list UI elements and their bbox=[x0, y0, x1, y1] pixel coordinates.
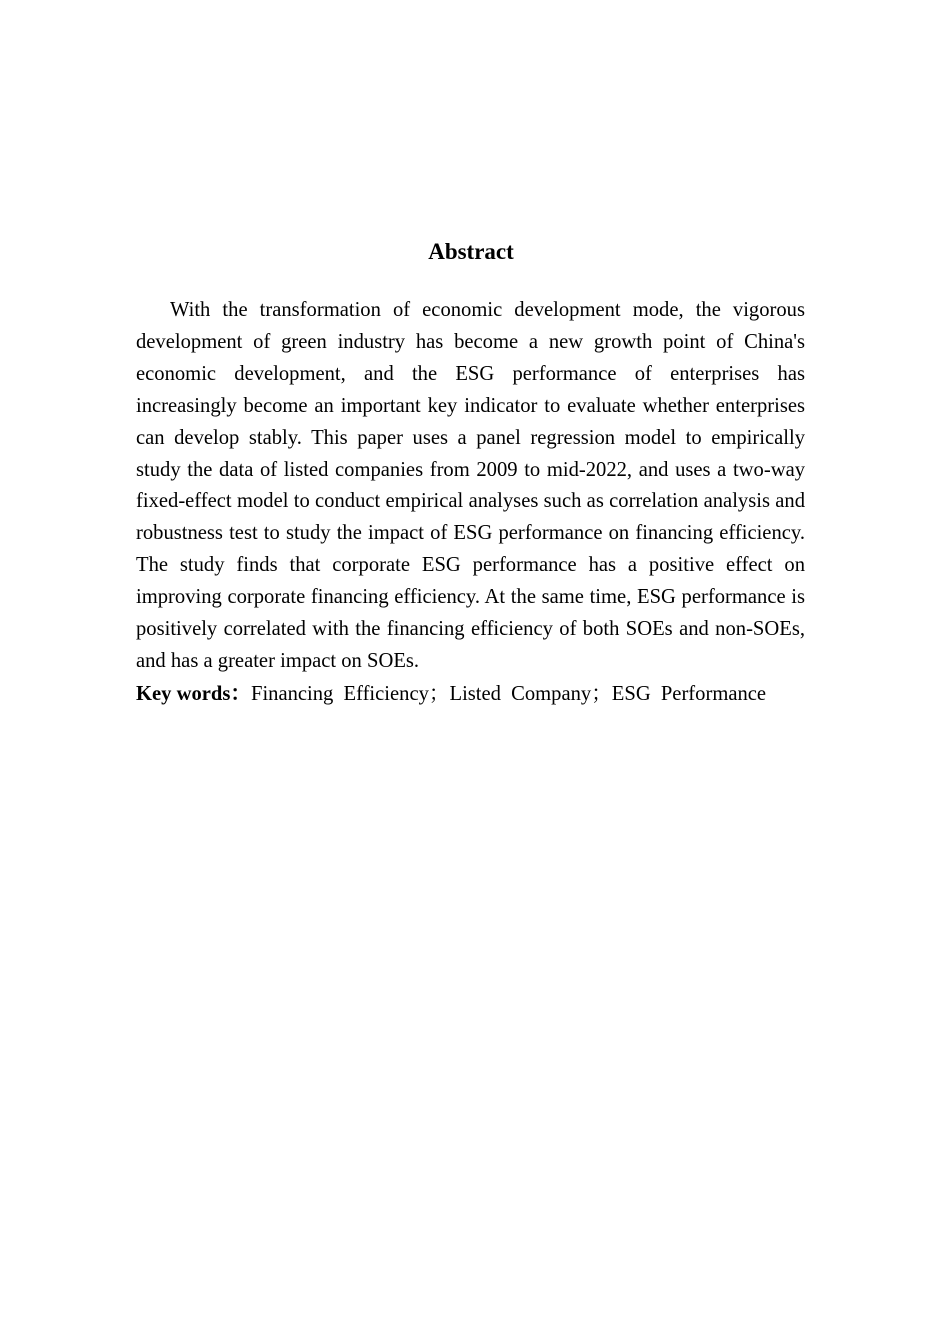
abstract-section bbox=[136, 236, 805, 710]
keyword-separator: ； bbox=[591, 682, 612, 705]
keyword-item: Financing Efficiency bbox=[250, 682, 429, 705]
keywords-line bbox=[136, 678, 805, 710]
abstract-body: With the transformation of economic development mode, the vigorous development of green industry has become a new growth point of China's economic development, and the ESG performance of enterprises has increasingly become an important key indicator to evaluate whether enterprises can develop stably. This paper uses a panel regression model to empirically study the data of listed companies from 2009 to mid-2022, and uses a two-way fixed-effect model to conduct empirical analyses such as correlation analysis and robustness test to study the impact of ESG performance on financing efficiency. The study finds that corporate ESG performance has a positive effect on improving corporate financing efficiency. At the same time, ESG performance is positively correlated with the financing efficiency of both SOEs and non-SOEs, and has a greater impact on SOEs. bbox=[136, 299, 805, 672]
keywords-label-separator: ： bbox=[230, 682, 251, 705]
abstract-title: Abstract bbox=[428, 239, 514, 264]
keywords-label: Key words bbox=[136, 682, 231, 705]
keyword-separator: ； bbox=[428, 682, 450, 705]
keyword-item: ESG Performance bbox=[611, 682, 767, 705]
keyword-item: Listed Company bbox=[449, 682, 592, 705]
